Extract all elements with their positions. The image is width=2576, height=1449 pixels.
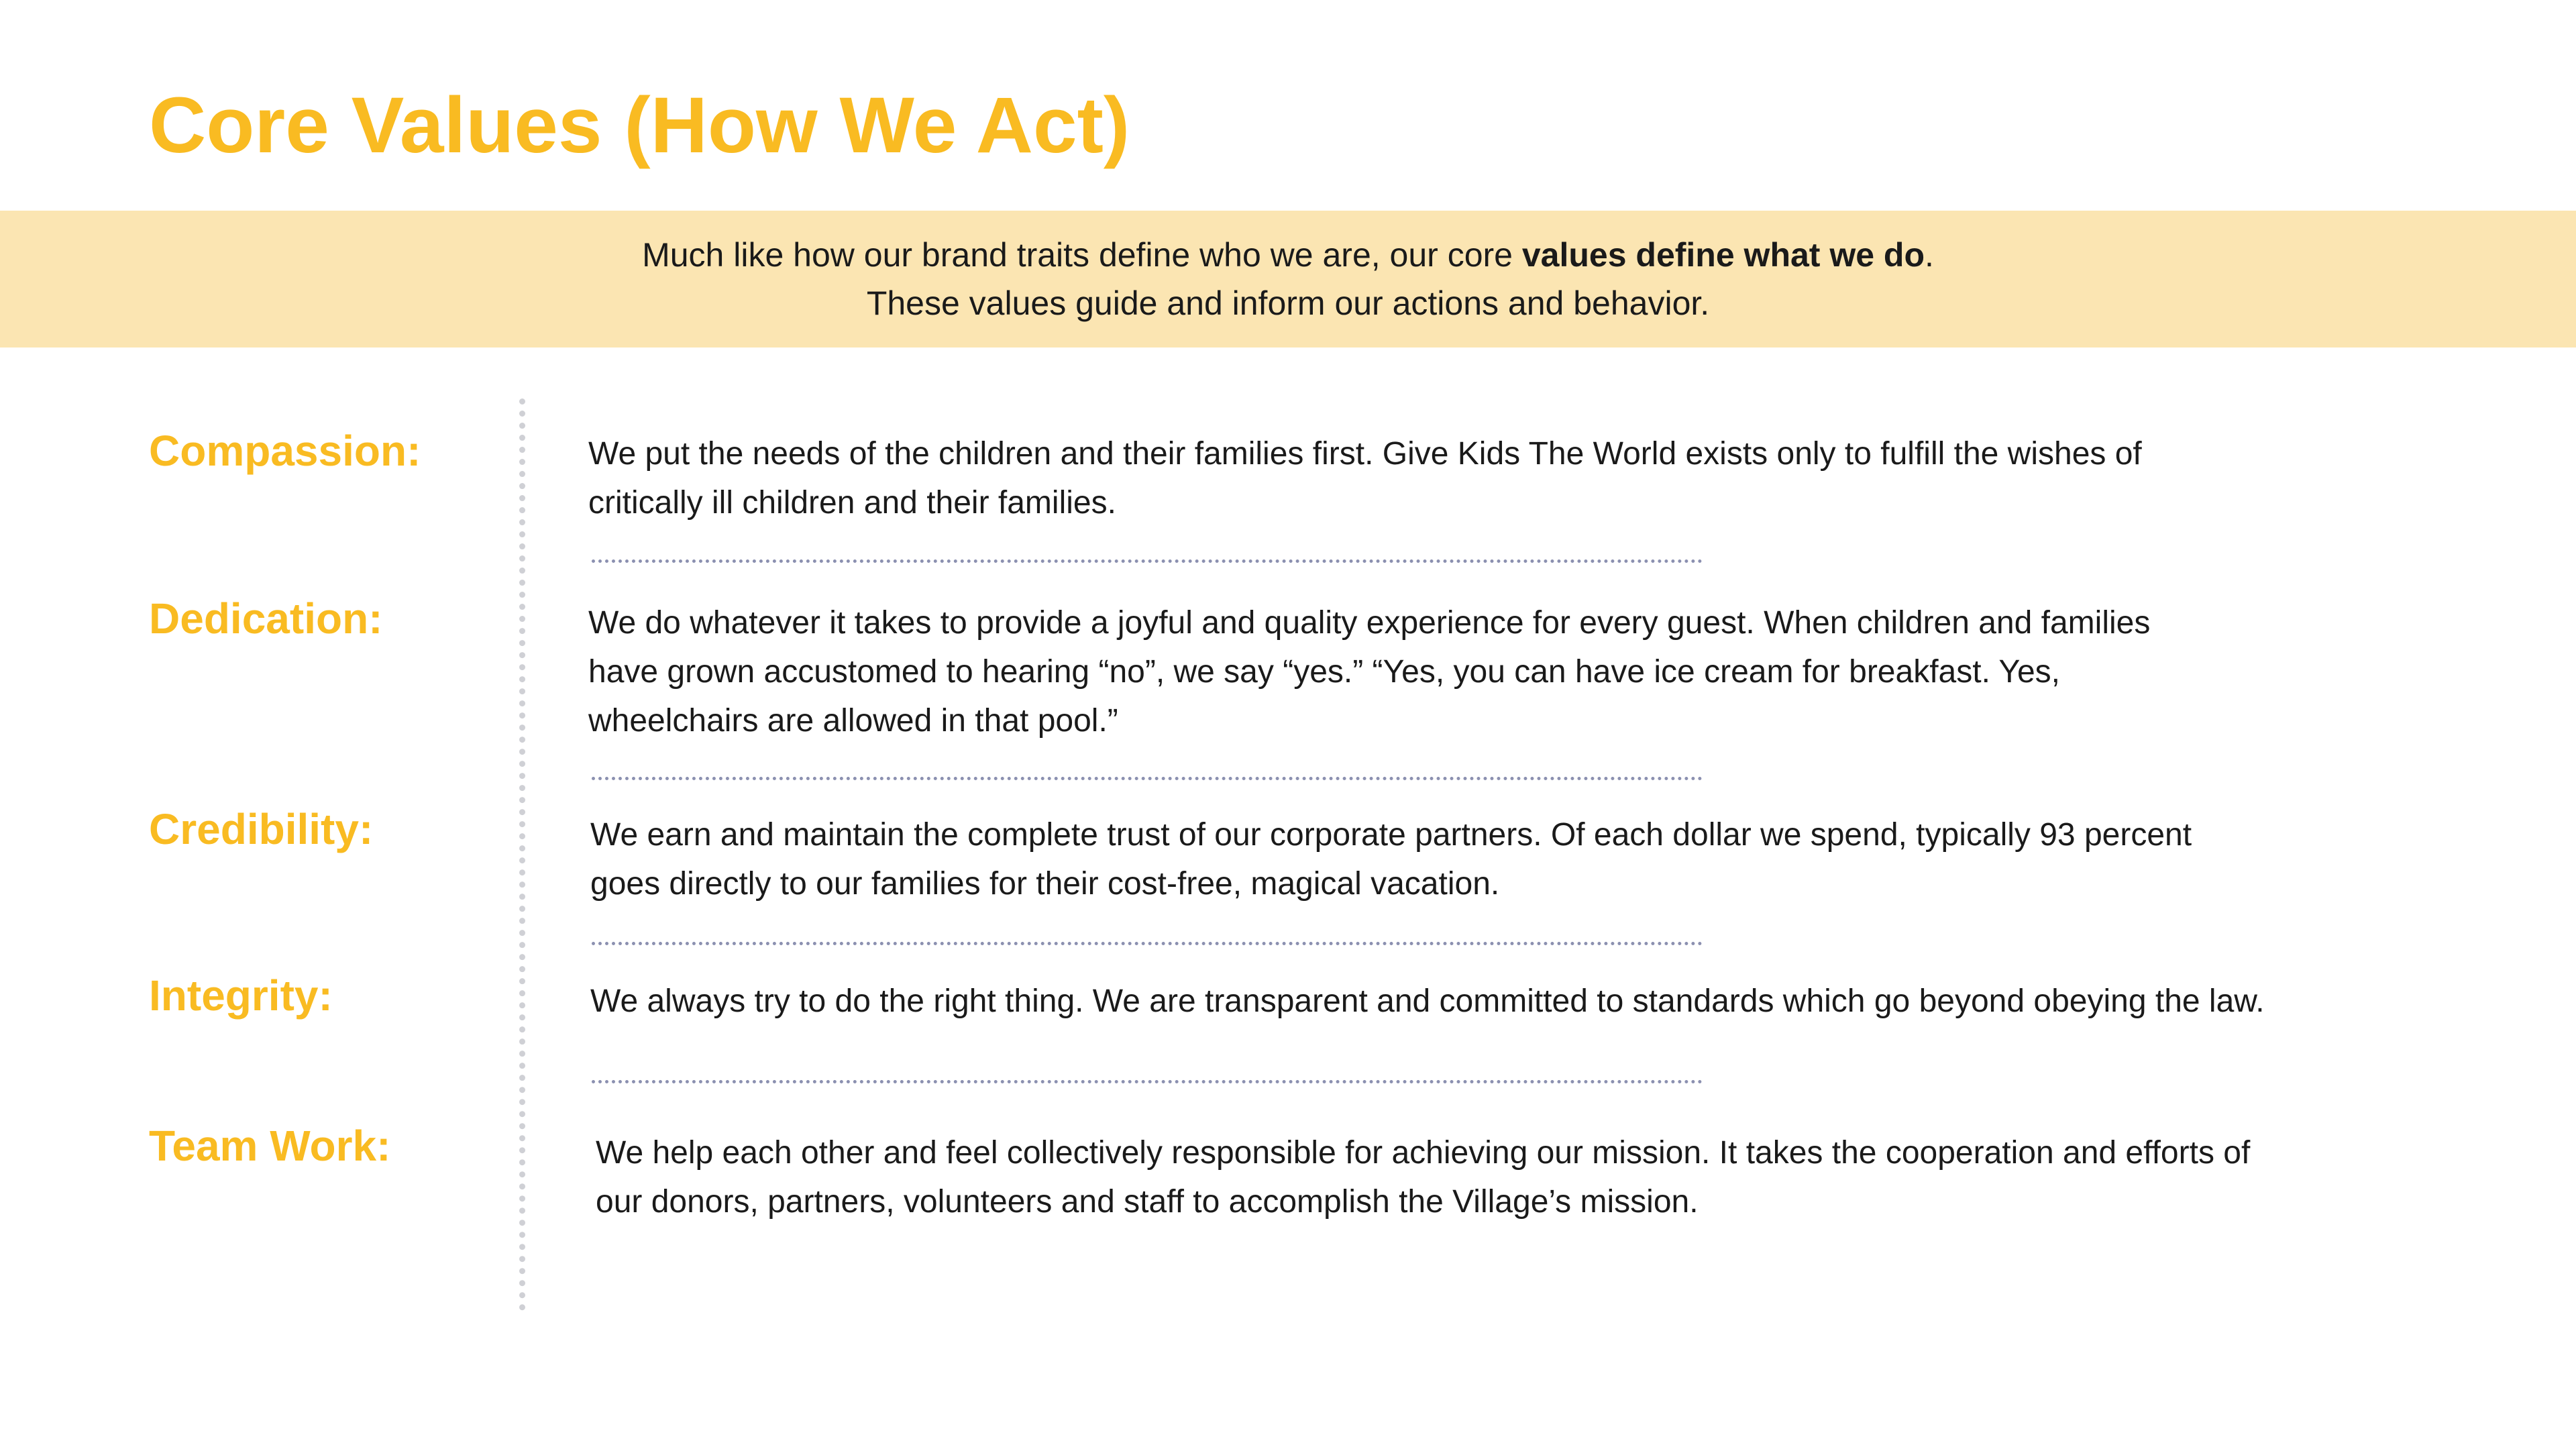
value-separator [592,942,1703,945]
vertical-dotted-divider [519,398,525,1311]
description-line: goes directly to our families for their cost-free, magical vacation. [590,866,1500,902]
value-separator [592,777,1703,780]
description-line: We put the needs of the children and their families first. Give Kids The World exists only to fulfill the wishes of [588,436,2142,472]
description-line: critically ill children and their families. [588,485,1116,521]
intro-line-1-text: Much like how our brand traits define who we are, our core [642,236,1522,274]
value-label-credibility: Credibility: [149,805,374,853]
value-separator [592,1080,1703,1083]
description-line: our donors, partners, volunteers and staff to accomplish the Village’s mission. [596,1184,1699,1220]
description-line: We help each other and feel collectively responsible for achieving our mission. It takes the cooperation and efforts of [596,1135,2251,1171]
description-line: We always try to do the right thing. We are transparent and committed to standards which go beyond obeying the law. [590,983,2265,1019]
intro-line-2: These values guide and inform our actions and behavior. [866,284,1710,322]
value-label-team-work: Team Work: [149,1122,391,1170]
description-line: wheelchairs are allowed in that pool.” [588,703,1118,739]
value-description-credibility [590,810,2192,908]
value-description-integrity [590,977,2265,1026]
description-line: We do whatever it takes to provide a joyful and quality experience for every guest. When children and families [588,605,2151,641]
intro-emphasis: values define what we do [1521,236,1925,274]
intro-line-1 [642,231,1934,279]
page-title: Core Values (How We Act) [149,81,1130,170]
value-label-dedication: Dedication: [149,594,383,643]
value-label-compassion: Compassion: [149,427,421,475]
value-description-team-work [596,1128,2250,1226]
value-label-integrity: Integrity: [149,971,333,1020]
description-line: have grown accustomed to hearing “no”, we say “yes.” “Yes, you can have ice cream for breakfast. Yes, [588,654,2061,690]
value-separator [592,559,1703,563]
intro-banner [0,211,2576,347]
intro-line-1-period: . [1925,236,1934,274]
value-description-dedication [588,598,2150,745]
value-description-compassion [588,429,2142,527]
description-line: We earn and maintain the complete trust of our corporate partners. Of each dollar we spend, typically 93 percent [590,817,2192,853]
